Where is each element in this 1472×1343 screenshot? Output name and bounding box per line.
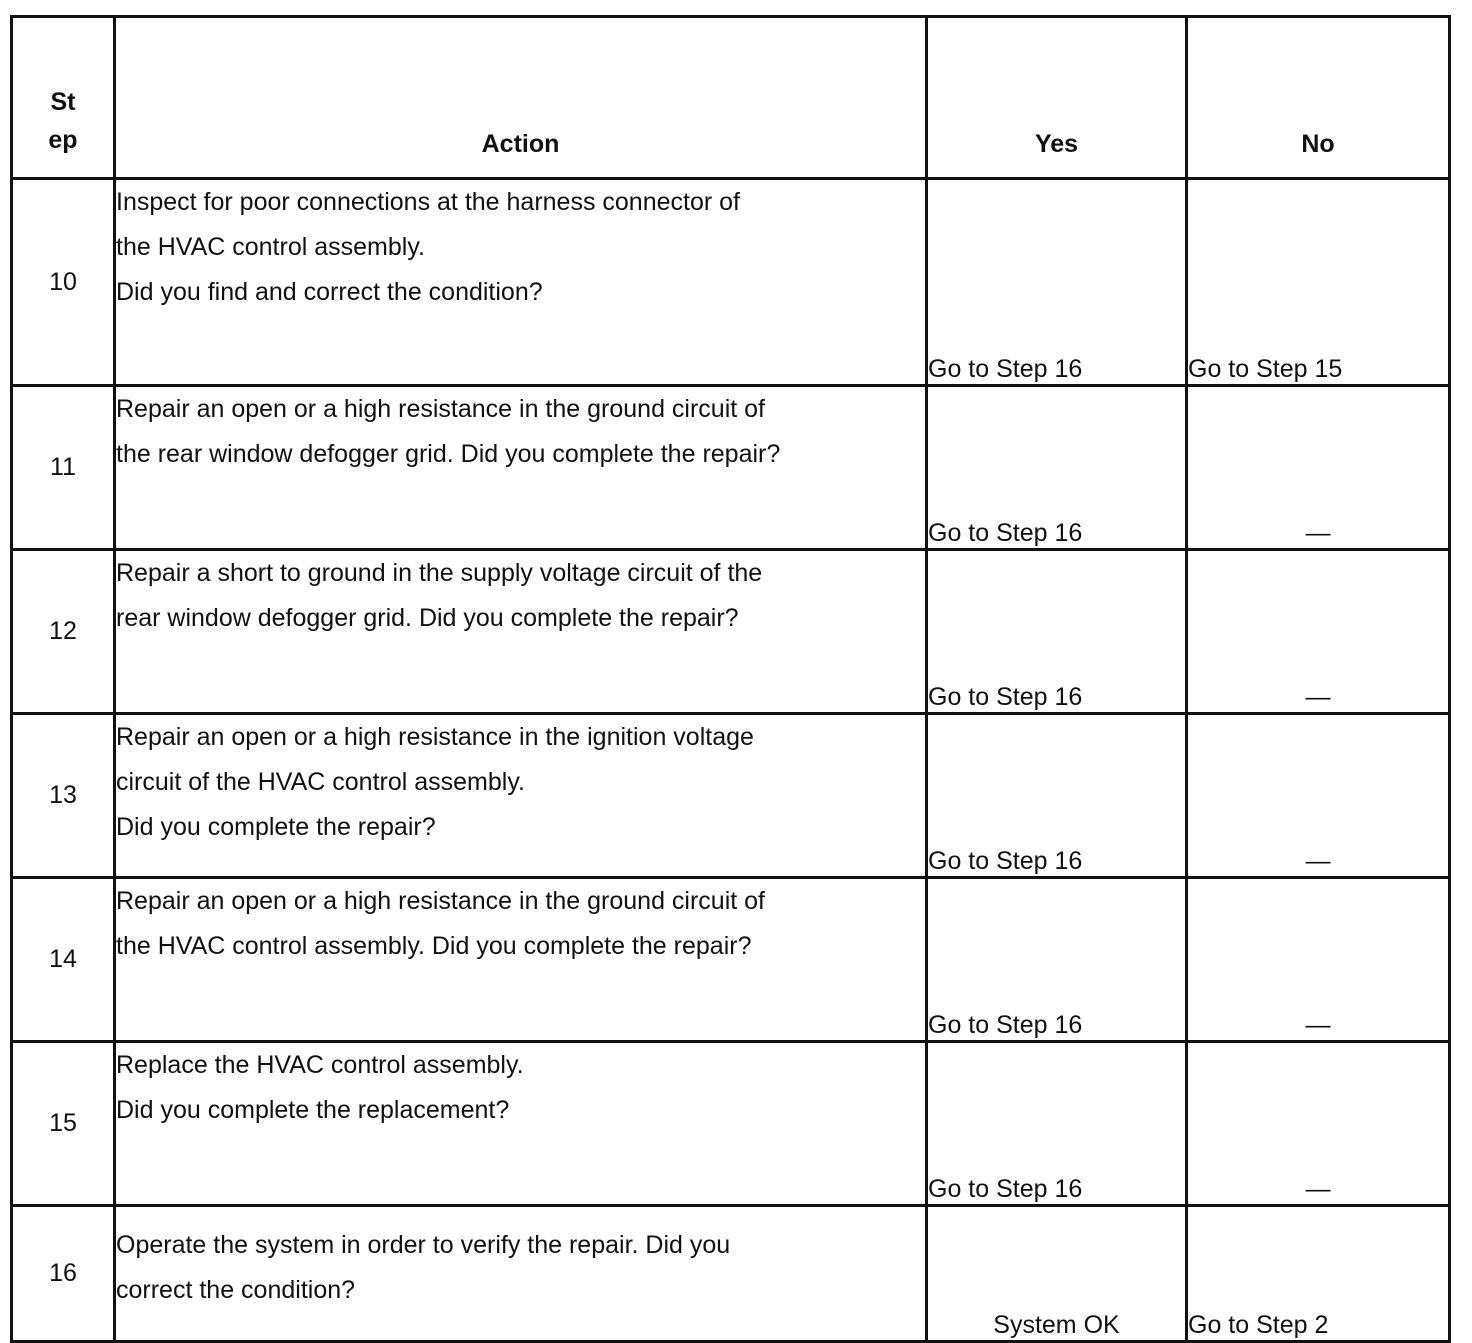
table-row-step-15 <box>12 1042 1450 1206</box>
no-outcome: — <box>1187 878 1450 1042</box>
table-row-step-10 <box>12 179 1450 386</box>
action-cell <box>115 550 927 714</box>
yes-outcome: Go to Step 16 <box>927 179 1187 386</box>
action-line: Did you find and correct the condition? <box>116 278 543 306</box>
no-outcome: — <box>1187 550 1450 714</box>
step-number: 15 <box>12 1042 115 1206</box>
table-row-step-16 <box>12 1206 1450 1342</box>
no-column-header: No <box>1187 17 1450 179</box>
step-number: 13 <box>12 714 115 878</box>
no-outcome: Go to Step 15 <box>1187 179 1450 386</box>
step-number: 16 <box>12 1206 115 1342</box>
action-line: Repair an open or a high resistance in the ground circuit of <box>116 887 765 915</box>
table-body <box>12 179 1450 1342</box>
action-line: correct the condition? <box>116 1276 356 1304</box>
step-header-part-2: ep <box>48 126 78 154</box>
action-cell <box>115 1042 927 1206</box>
action-cell <box>115 179 927 386</box>
action-line: Repair a short to ground in the supply voltage circuit of the <box>116 559 763 587</box>
step-number: 11 <box>12 386 115 550</box>
no-outcome: Go to Step 2 <box>1187 1206 1450 1342</box>
no-outcome: — <box>1187 714 1450 878</box>
diagnostic-steps-table <box>10 15 1451 1343</box>
no-outcome: — <box>1187 1042 1450 1206</box>
step-number: 12 <box>12 550 115 714</box>
action-line: Inspect for poor connections at the harness connector of <box>116 188 740 216</box>
action-column-header: Action <box>115 17 927 179</box>
action-line: the rear window defogger grid. Did you complete the repair? <box>116 440 781 468</box>
action-cell <box>115 714 927 878</box>
step-number: 14 <box>12 878 115 1042</box>
action-line: Did you complete the replacement? <box>116 1096 510 1124</box>
table-header <box>12 17 1450 179</box>
action-line: Replace the HVAC control assembly. <box>116 1051 524 1079</box>
action-line: Repair an open or a high resistance in the ignition voltage <box>116 723 754 751</box>
step-column-header <box>12 17 115 179</box>
action-line: Did you complete the repair? <box>116 813 436 841</box>
action-line: the HVAC control assembly. Did you complete the repair? <box>116 932 752 960</box>
action-line: the HVAC control assembly. <box>116 233 425 261</box>
no-outcome: — <box>1187 386 1450 550</box>
yes-outcome: Go to Step 16 <box>927 878 1187 1042</box>
header-row <box>12 17 1450 179</box>
table-row-step-13 <box>12 714 1450 878</box>
yes-outcome: Go to Step 16 <box>927 550 1187 714</box>
yes-outcome: Go to Step 16 <box>927 1042 1187 1206</box>
yes-column-header: Yes <box>927 17 1187 179</box>
table-row-step-14 <box>12 878 1450 1042</box>
yes-outcome: Go to Step 16 <box>927 714 1187 878</box>
table-row-step-11 <box>12 386 1450 550</box>
action-line: circuit of the HVAC control assembly. <box>116 768 525 796</box>
action-line: Operate the system in order to verify the repair. Did you <box>116 1231 731 1259</box>
step-number: 10 <box>12 179 115 386</box>
action-cell <box>115 386 927 550</box>
action-line: rear window defogger grid. Did you complete the repair? <box>116 604 739 632</box>
action-line: Repair an open or a high resistance in the ground circuit of <box>116 395 765 423</box>
action-cell <box>115 1206 927 1342</box>
yes-outcome: Go to Step 16 <box>927 386 1187 550</box>
table-row-step-12 <box>12 550 1450 714</box>
action-cell <box>115 878 927 1042</box>
yes-outcome: System OK <box>927 1206 1187 1342</box>
step-header-part-1: St <box>50 88 76 116</box>
